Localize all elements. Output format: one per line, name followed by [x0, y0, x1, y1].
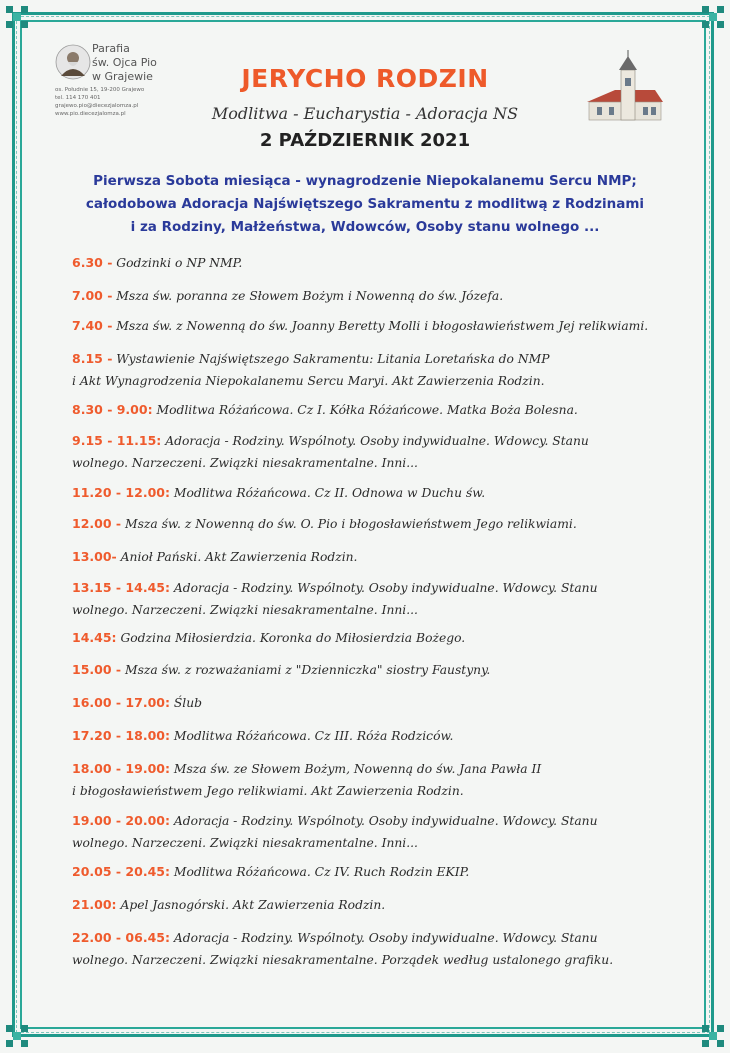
- intro-line: całodobowa Adoracja Najświętszego Sakramentu z modlitwą z Rodzinami: [85, 196, 645, 212]
- event-date: 2 PAŹDZIERNIK 2021: [259, 130, 471, 151]
- schedule-time: 20.05 - 20.45:: [72, 864, 170, 879]
- schedule-time: 21.00:: [72, 897, 117, 912]
- schedule-description: wolnego. Narzeczeni. Związki niesakramentalne. Porządek według ustalonego grafiku.: [72, 953, 614, 967]
- schedule-description: Modlitwa Różańcowa. Cz III. Róża Rodziców.: [169, 729, 454, 743]
- schedule-item: [72, 430, 672, 474]
- schedule-description: Msza św. ze Słowem Bożym, Nowenną do św. Jana Pawła II: [169, 762, 542, 776]
- schedule-time: 6.30 -: [72, 255, 113, 270]
- parish-line: św. Ojca Pio: [92, 56, 157, 69]
- schedule-item: [72, 315, 672, 337]
- schedule-time: 8.15 -: [72, 351, 113, 366]
- schedule-description: Msza św. z Nowenną do św. O. Pio i błogosławieństwem Jego relikwiami.: [121, 517, 577, 531]
- schedule-description: Godzinki o NP NMP.: [112, 256, 243, 270]
- intro-text: [60, 170, 670, 239]
- corner-ornament-icon: [702, 1025, 724, 1047]
- schedule-time: 22.00 - 06.45:: [72, 930, 170, 945]
- schedule-description: Modlitwa Różańcowa. Cz I. Kółka Różańcowe. Matka Boża Bolesna.: [152, 403, 578, 417]
- corner-ornament-icon: [702, 6, 724, 28]
- schedule-time: 7.00 -: [72, 288, 113, 303]
- schedule-description: wolnego. Narzeczeni. Związki niesakramentalne. Inni...: [72, 603, 418, 617]
- schedule-description: Wystawienie Najświętszego Sakramentu: Litania Loretańska do NMP: [112, 352, 550, 366]
- schedule-item: [72, 285, 672, 307]
- page-title: JERYCHO RODZIN: [241, 64, 489, 93]
- schedule-time: 14.45:: [72, 630, 117, 645]
- schedule-item: [72, 725, 672, 747]
- schedule-item: [72, 399, 672, 421]
- schedule-description: wolnego. Narzeczeni. Związki niesakramentalne. Inni...: [72, 456, 418, 470]
- schedule-description: wolnego. Narzeczeni. Związki niesakramentalne. Inni...: [72, 836, 418, 850]
- schedule-time: 9.15 - 11.15:: [72, 433, 162, 448]
- schedule-item: [72, 513, 672, 535]
- schedule-description: Adoracja - Rodziny. Wspólnoty. Osoby indywidualne. Wdowcy. Stanu: [169, 814, 598, 828]
- schedule-time: 15.00 -: [72, 662, 122, 677]
- schedule-item: [72, 659, 672, 681]
- schedule-time: 17.20 - 18.00:: [72, 728, 170, 743]
- parish-line: Parafia: [92, 42, 130, 55]
- parish-website: www.pio.diecezjalomza.pl: [55, 111, 126, 117]
- intro-line: i za Rodziny, Małżeństwa, Wdowców, Osoby stanu wolnego ...: [130, 219, 600, 235]
- parish-email: grajewo.pio@diecezjalomza.pl: [55, 103, 139, 109]
- schedule-description: Adoracja - Rodziny. Wspólnoty. Osoby indywidualne. Wdowcy. Stanu: [169, 581, 598, 595]
- schedule-description: Modlitwa Różańcowa. Cz II. Odnowa w Duchu św.: [169, 486, 486, 500]
- schedule-item: [72, 546, 672, 568]
- schedule-time: 19.00 - 20.00:: [72, 813, 170, 828]
- schedule-item: [72, 348, 672, 392]
- page-subtitle: Modlitwa - Eucharystia - Adoracja NS: [211, 104, 519, 123]
- schedule-item: [72, 861, 672, 883]
- schedule-time: 11.20 - 12.00:: [72, 485, 170, 500]
- schedule-description: Anioł Pański. Akt Zawierzenia Rodzin.: [116, 550, 358, 564]
- intro-line: Pierwsza Sobota miesiąca - wynagrodzenie Niepokalanemu Sercu NMP;: [93, 173, 637, 189]
- schedule-description: Ślub: [169, 696, 203, 710]
- schedule-item: [72, 927, 672, 971]
- schedule-item: [72, 252, 672, 274]
- schedule-time: 13.15 - 14.45:: [72, 580, 170, 595]
- schedule-item: [72, 482, 672, 504]
- parish-phone: tel. 114 170 401: [55, 95, 101, 101]
- schedule-time: 18.00 - 19.00:: [72, 761, 170, 776]
- schedule-description: Msza św. z Nowenną do św. Joanny Beretty Molli i błogosławieństwem Jej relikwiami.: [112, 319, 649, 333]
- schedule-item: [72, 758, 672, 802]
- schedule-description: Apel Jasnogórski. Akt Zawierzenia Rodzin.: [116, 898, 386, 912]
- corner-ornament-icon: [6, 6, 28, 28]
- schedule-description: Modlitwa Różańcowa. Cz IV. Ruch Rodzin EKIP.: [169, 865, 470, 879]
- schedule-time: 16.00 - 17.00:: [72, 695, 170, 710]
- schedule-item: [72, 692, 672, 714]
- parish-line: w Grajewie: [92, 70, 153, 83]
- schedule-time: 8.30 - 9.00:: [72, 402, 153, 417]
- schedule-item: [72, 894, 672, 916]
- schedule-description: i błogosławieństwem Jego relikwiami. Akt Zawierzenia Rodzin.: [72, 784, 464, 798]
- schedule-description: Msza św. poranna ze Słowem Bożym i Nowenną do św. Józefa.: [112, 289, 504, 303]
- schedule-description: Godzina Miłosierdzia. Koronka do Miłosierdzia Bożego.: [116, 631, 466, 645]
- schedule-time: 7.40 -: [72, 318, 113, 333]
- schedule-description: Adoracja - Rodziny. Wspólnoty. Osoby indywidualne. Wdowcy. Stanu: [169, 931, 598, 945]
- parish-address: os. Południe 15, 19-200 Grajewo: [55, 87, 145, 93]
- schedule-time: 13.00-: [72, 549, 117, 564]
- schedule-time: 12.00 -: [72, 516, 122, 531]
- schedule-item: [72, 577, 672, 621]
- corner-ornament-icon: [6, 1025, 28, 1047]
- schedule-description: i Akt Wynagrodzenia Niepokalanemu Sercu Maryi. Akt Zawierzenia Rodzin.: [72, 374, 545, 388]
- schedule-item: [72, 627, 672, 649]
- schedule-description: Adoracja - Rodziny. Wspólnoty. Osoby indywidualne. Wdowcy. Stanu: [161, 434, 589, 448]
- schedule-item: [72, 810, 672, 854]
- schedule-description: Msza św. z rozważaniami z "Dzienniczka" siostry Faustyny.: [121, 663, 491, 677]
